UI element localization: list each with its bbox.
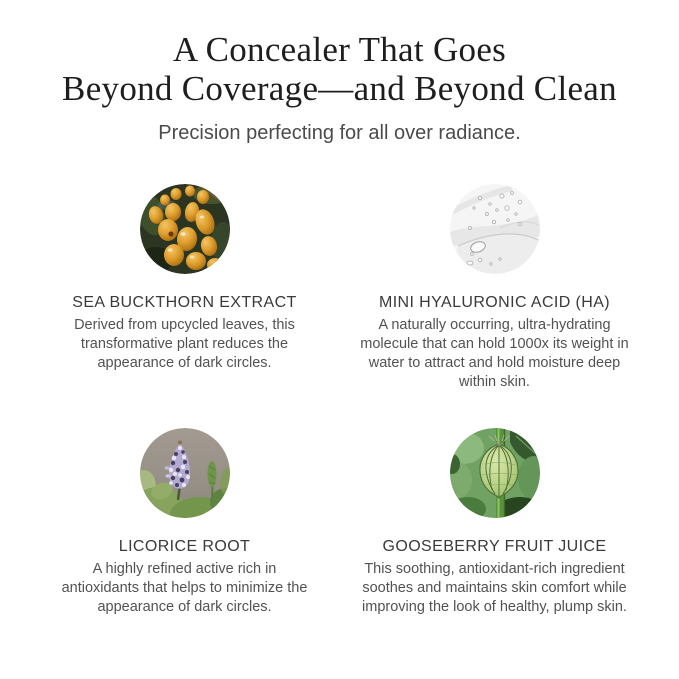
ingredient-description: A naturally occurring, ultra-hydrating molecule that can hold 1000x its weight in water to attract and hold moisture deep within skin. bbox=[360, 317, 629, 390]
ingredient-card-gooseberry bbox=[347, 428, 643, 617]
ingredient-description: A highly refined active rich in antioxidants that helps to minimize the appearance of dark circles. bbox=[61, 561, 308, 615]
title-line-2: Beyond Coverage—and Beyond Clean bbox=[62, 69, 617, 108]
ingredient-description: This soothing, antioxidant-rich ingredient soothes and maintains skin comfort while improving the look of healthy, plump skin. bbox=[362, 561, 627, 615]
title-line-1: A Concealer That Goes bbox=[172, 30, 507, 69]
ingredient-name: LICORICE ROOT bbox=[118, 538, 251, 555]
ingredient-name: SEA BUCKTHORN EXTRACT bbox=[72, 294, 297, 311]
ingredient-grid bbox=[0, 184, 679, 617]
clear-hydrating-gel-photo bbox=[450, 184, 540, 274]
header bbox=[0, 0, 679, 145]
sea-buckthorn-berries-photo bbox=[140, 184, 230, 274]
gooseberry-fruit-photo bbox=[450, 428, 540, 518]
page-subtitle: Precision perfecting for all over radiance. bbox=[158, 122, 521, 144]
ingredient-card-hyaluronic-acid bbox=[347, 184, 643, 392]
licorice-flower-photo bbox=[140, 428, 230, 518]
ingredient-name: MINI HYALURONIC ACID (HA) bbox=[378, 294, 611, 311]
page-title bbox=[0, 30, 679, 108]
ingredient-name: GOOSEBERRY FRUIT JUICE bbox=[382, 538, 607, 555]
ingredient-card-licorice-root bbox=[37, 428, 333, 617]
ingredient-card-sea-buckthorn bbox=[37, 184, 333, 392]
ingredient-description: Derived from upcycled leaves, this transformative plant reduces the appearance of dark circles. bbox=[74, 317, 295, 371]
